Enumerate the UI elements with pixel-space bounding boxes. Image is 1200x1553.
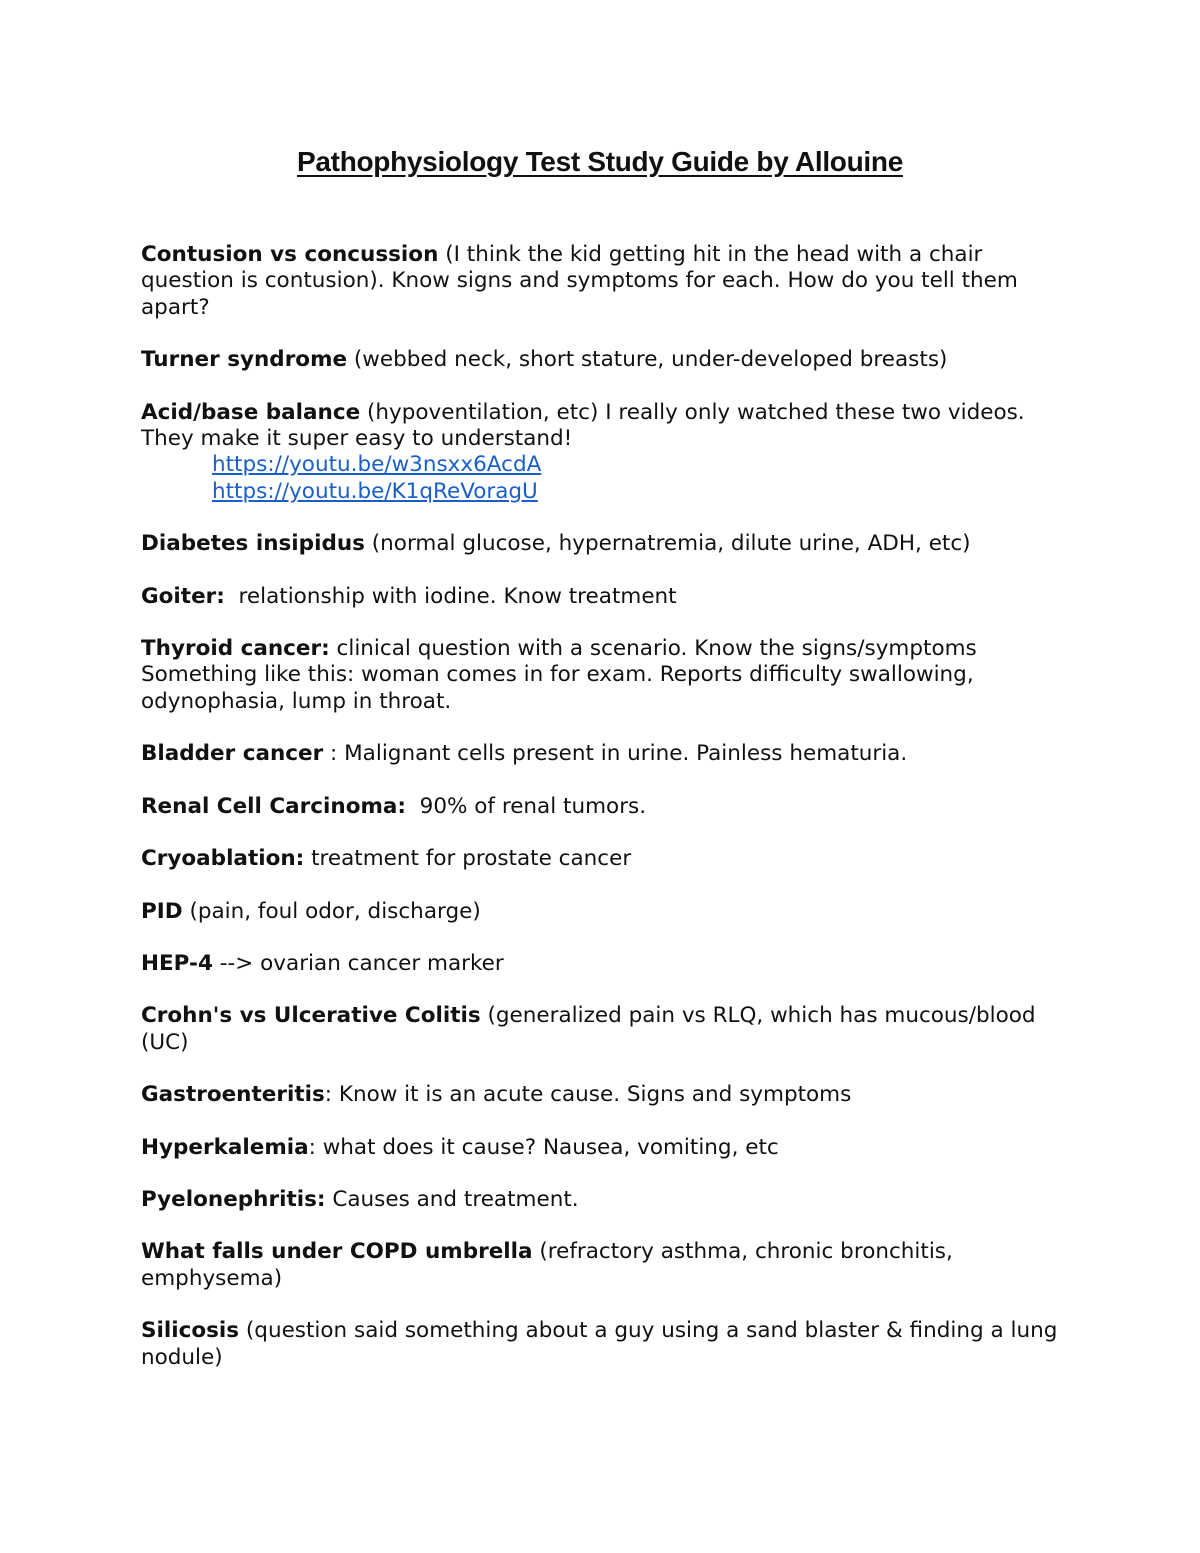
- study-item-term: Renal Cell Carcinoma:: [141, 793, 406, 819]
- study-item-text: (pain, foul odor, discharge): [182, 898, 481, 924]
- study-item-term: Silicosis: [141, 1318, 240, 1344]
- study-item-turner: [141, 347, 1061, 373]
- study-item-pyelonephritis: [141, 1187, 1061, 1213]
- study-item-renal-cell-carcinoma: [141, 794, 1061, 820]
- study-item-acid-base: [141, 400, 1061, 506]
- study-item-cryoablation: [141, 846, 1061, 872]
- study-item-text: : Know it is an acute cause. Signs and symptoms: [324, 1082, 852, 1108]
- study-item-term: Pyelonephritis:: [141, 1186, 326, 1212]
- document-body: [141, 242, 1061, 1371]
- study-item-text: (hypoventilation, etc) I really only watched these two videos. They make it super easy to understand!: [141, 399, 1025, 452]
- study-item-text: (question said something about a guy using a sand blaster & finding a lung nodule): [141, 1318, 1058, 1370]
- study-item-goiter: [141, 584, 1061, 610]
- study-item-hep4: [141, 951, 1061, 977]
- study-item-term: Hyperkalemia: [141, 1134, 309, 1160]
- study-item-text: --> ovarian cancer marker: [212, 950, 504, 976]
- study-item-term: What falls under COPD umbrella: [141, 1239, 533, 1265]
- study-item-diabetes-insipidus: [141, 531, 1061, 557]
- study-item-text: Causes and treatment.: [325, 1186, 579, 1212]
- study-item-text: : what does it cause? Nausea, vomiting, etc: [308, 1134, 779, 1160]
- study-item-text: (refractory asthma, chronic bronchitis, emphysema): [141, 1239, 953, 1291]
- study-item-bladder-cancer: [141, 741, 1061, 767]
- study-item-term: Goiter:: [141, 583, 225, 609]
- study-item-term: Turner syndrome: [141, 347, 348, 373]
- study-item-text: : Malignant cells present in urine. Painless hematuria.: [323, 741, 908, 767]
- study-item-text: (normal glucose, hypernatremia, dilute urine, ADH, etc): [364, 531, 971, 557]
- study-item-term: HEP-4: [141, 950, 213, 976]
- study-item-text: (I think the kid getting hit in the head with a chair question is contusion). Know signs and symptoms for each. How do you tell them apart?: [141, 242, 1018, 320]
- study-item-text: (webbed neck, short stature, under-developed breasts): [347, 347, 948, 373]
- study-item-term: Contusion vs concussion: [141, 242, 439, 267]
- study-item-term: Gastroenteritis: [141, 1082, 325, 1108]
- study-item-silicosis: [141, 1318, 1061, 1371]
- video-link-2[interactable]: https://youtu.be/K1qReVoragU: [212, 478, 538, 504]
- study-item-term: Thyroid cancer:: [141, 636, 330, 662]
- study-item-thyroid-cancer: [141, 636, 1061, 715]
- study-item-text: relationship with iodine. Know treatment: [224, 583, 677, 609]
- study-item-text: clinical question with a scenario. Know the signs/symptoms Something like this: woman comes in for exam. Reports difficulty swallowing, odynophasia, lump in throat.: [141, 636, 977, 714]
- study-item-contusion: [141, 242, 1061, 321]
- study-item-text: 90% of renal tumors.: [405, 793, 647, 819]
- study-item-term: Crohn's vs Ulcerative Colitis: [141, 1003, 481, 1029]
- study-item-term: Diabetes insipidus: [141, 531, 365, 557]
- study-item-hyperkalemia: [141, 1135, 1061, 1161]
- study-item-text: treatment for prostate cancer: [304, 846, 632, 872]
- study-item-text: (generalized pain vs RLQ, which has mucous/blood (UC): [141, 1003, 1036, 1055]
- study-item-copd: [141, 1239, 1061, 1292]
- study-item-term: Acid/base balance: [141, 399, 361, 425]
- study-item-crohns-uc: [141, 1003, 1061, 1056]
- study-item-gastroenteritis: [141, 1082, 1061, 1108]
- study-item-term: Bladder cancer: [141, 741, 324, 767]
- document-title: Pathophysiology Test Study Guide by Allouine: [297, 146, 903, 177]
- video-links: [212, 452, 1061, 505]
- study-item-pid: [141, 899, 1061, 925]
- study-item-term: Cryoablation:: [141, 846, 305, 872]
- video-link-1[interactable]: https://youtu.be/w3nsxx6AcdA: [212, 452, 542, 478]
- study-item-term: PID: [141, 898, 183, 924]
